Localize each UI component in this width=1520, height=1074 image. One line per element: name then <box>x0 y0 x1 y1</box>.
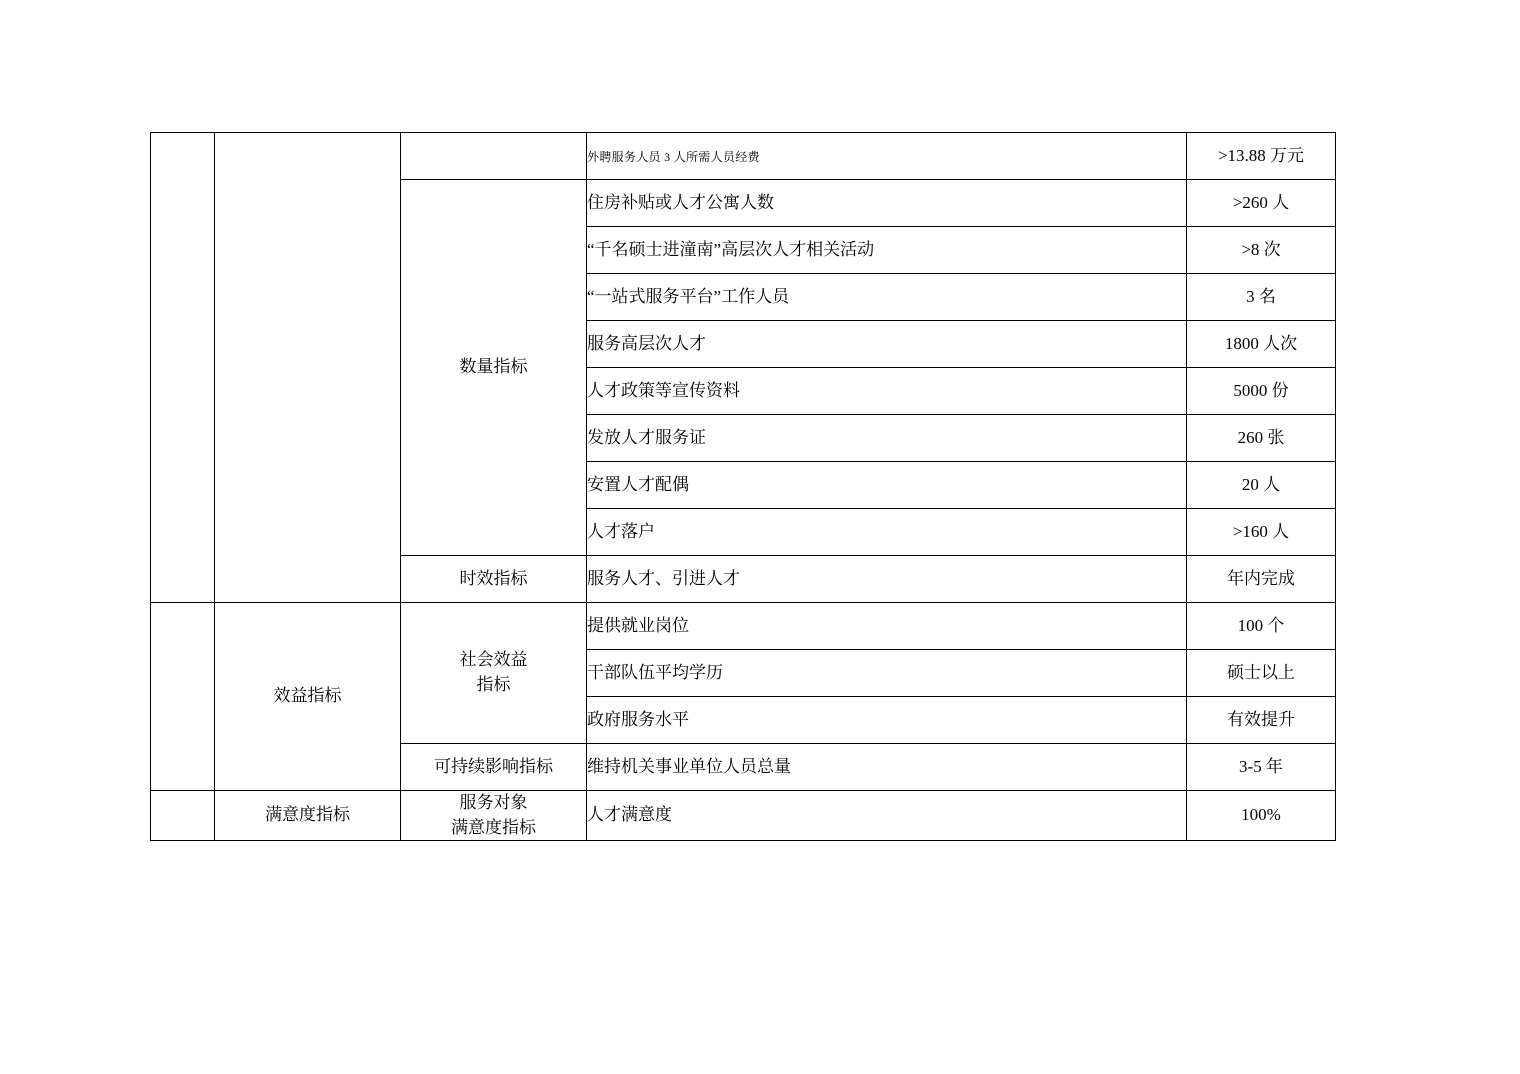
service-object-line-1: 服务对象 <box>459 793 528 812</box>
cell-value: >13.88 万元 <box>1187 133 1336 180</box>
cell-value: 年内完成 <box>1187 556 1336 603</box>
cell-subcategory-sustainable: 可持续影响指标 <box>401 744 587 791</box>
cell-content: 人才落户 <box>587 509 1187 556</box>
row-group-spacer-left <box>151 791 215 841</box>
cell-content: “千名硕士进潼南”高层次人才相关活动 <box>587 227 1187 274</box>
cell-value: 硕士以上 <box>1187 650 1336 697</box>
cell-content: 发放人才服务证 <box>587 415 1187 462</box>
cell-value: 20 人 <box>1187 462 1336 509</box>
cell-content: 服务人才、引进人才 <box>587 556 1187 603</box>
cell-value: 100 个 <box>1187 603 1336 650</box>
cell-content: 安置人才配偶 <box>587 462 1187 509</box>
cell-category-satisfaction: 满意度指标 <box>215 791 401 841</box>
cell-value: >260 人 <box>1187 180 1336 227</box>
cell-value: 1800 人次 <box>1187 321 1336 368</box>
table-row <box>151 603 1336 650</box>
cell-value: 260 张 <box>1187 415 1336 462</box>
cell-category-benefit: 效益指标 <box>215 603 401 791</box>
social-benefit-line-1: 社会效益 <box>459 650 528 670</box>
table-row <box>151 133 1336 180</box>
cell-subcategory-quantity: 数量指标 <box>401 180 587 556</box>
cell-subcategory-timeliness: 时效指标 <box>401 556 587 603</box>
cell-value: 5000 份 <box>1187 368 1336 415</box>
performance-indicator-table <box>150 132 1336 841</box>
cell-value: 有效提升 <box>1187 697 1336 744</box>
service-object-line-2: 满意度指标 <box>451 817 536 837</box>
cell-content: 维持机关事业单位人员总量 <box>587 744 1187 791</box>
table-row <box>151 791 1336 841</box>
cell-content: 干部队伍平均学历 <box>587 650 1187 697</box>
cell-subcategory-service-object <box>401 791 587 841</box>
cell-content: “一站式服务平台”工作人员 <box>587 274 1187 321</box>
cell-subcategory-blank <box>401 133 587 180</box>
cell-content: 服务高层次人才 <box>587 321 1187 368</box>
cell-content <box>587 133 1187 180</box>
cell-subcategory-social-benefit <box>401 603 587 744</box>
cell-content: 住房补贴或人才公寓人数 <box>587 180 1187 227</box>
cell-value: 3-5 年 <box>1187 744 1336 791</box>
cell-content: 提供就业岗位 <box>587 603 1187 650</box>
cell-content-text: 外聘服务人员 3 人所需人员经费 <box>587 149 760 164</box>
row-group-spacer-left <box>151 603 215 791</box>
cell-value: >160 人 <box>1187 509 1336 556</box>
cell-value: >8 次 <box>1187 227 1336 274</box>
row-group-category-blank <box>215 133 401 603</box>
row-group-spacer-left <box>151 133 215 603</box>
cell-content: 人才满意度 <box>587 791 1187 841</box>
cell-value: 100% <box>1187 791 1336 841</box>
social-benefit-line-2: 指标 <box>476 675 511 694</box>
cell-value: 3 名 <box>1187 274 1336 321</box>
cell-content: 人才政策等宣传资料 <box>587 368 1187 415</box>
cell-content: 政府服务水平 <box>587 697 1187 744</box>
